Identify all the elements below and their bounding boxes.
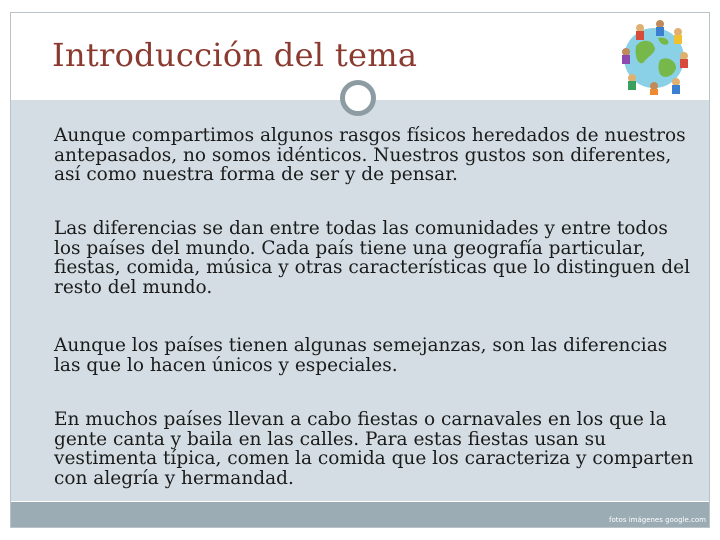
paragraph-2: Las diferencias se dan entre todas las comunidades y entre todos los países del mundo. Cada país tiene una geografía particular, fiestas, comida, música y otras características que lo distinguen del resto del mundo. [54,218,691,298]
image-credit: fotos imágenes google.com [609,516,706,524]
globe-with-children-icon [614,16,694,96]
ring-ornament-icon [340,80,376,116]
slide-footer-bar [11,502,709,527]
paragraph-1: Aunque compartimos algunos rasgos físicos heredados de nuestros antepasados, no somos idénticos. Nuestros gustos son diferentes, así como nuestra forma de ser y de pensar. [54,125,686,185]
paragraph-4: En muchos países llevan a cabo fiestas o carnavales en los que la gente canta y baila en las calles. Para estas fiestas usan su vestimenta típica, comen la comida que los caracteriza y comparten con alegría y hermandad. [54,409,694,489]
slide-title: Introducción del tema [52,36,418,74]
paragraph-3: Aunque los países tienen algunas semejanzas, son las diferencias las que lo hacen únicos y especiales. [54,335,668,376]
